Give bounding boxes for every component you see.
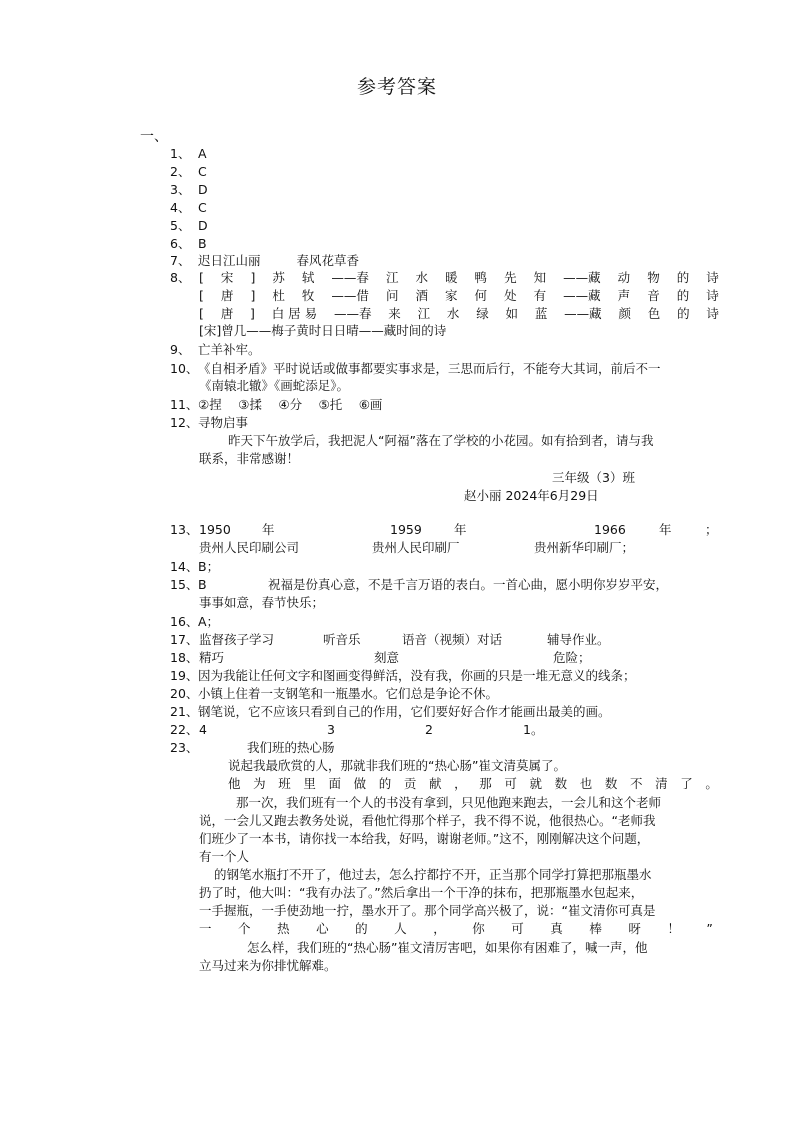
notice-class: 三年级（3）班 [552,470,635,485]
notice-body: 昨天下午放学后，我把泥人“阿福”落在了学校的小花园。如有拾到者，请与我 [228,433,654,448]
answer-number: 12、 [170,415,199,430]
answer-text: 危险； [553,650,591,665]
poem-cell: 的 [677,306,690,321]
essay-char: 他 [228,776,241,791]
essay-char: 那 [479,776,492,791]
page-title: 参考答案 [356,76,437,98]
essay-line: 说，一会儿又跑去教务处说，看他忙得那个样子，我不得不说，他很热心。“老师我 [199,813,656,828]
essay-char: 棒 [589,921,602,936]
answer-item-11 [170,397,382,413]
essay-line: 的钢笔水瓶打不开了，他过去，怎么拧都拧不开，正当那个同学打算把那瓶墨水 [214,867,652,882]
poem-cell: 有 [533,288,547,303]
essay-line: 立马过来为你排忧解难。 [199,958,337,973]
answer-item-9 [170,342,261,358]
essay-char: 不 [630,776,643,791]
answer-number: 17、 [170,632,199,647]
essay-char: 可 [504,776,517,791]
essay-char: 数 [554,776,568,791]
poem-cell: [ [199,306,204,321]
poem-cell: ] [250,288,256,303]
poem-cell: 牧 [301,288,315,303]
essay-line: 有一个人 [199,849,250,864]
answer-text: 3 [327,722,335,737]
essay-char: 你 [472,921,485,936]
answer-text: 祝福是份真心意，不是千言万语的表白。一首心曲，愿小明你岁岁平安， [268,577,669,592]
poem-cell: 来 [388,306,401,321]
answer-text: B [198,236,207,251]
answer-text: 《自相矛盾》平时说话或做事都要实事求是，三思而后行，不能夸大其词，前后不一 [198,361,661,376]
essay-char: 热 [277,921,290,936]
poem-row-last: [宋]曾几——梅子黄时日日晴——藏时间的诗 [199,323,447,338]
poem-cell: 唐 [220,288,234,303]
poem-cell: 如 [505,306,519,321]
essay-char: 。 [705,776,718,791]
essay-char: 呀 [628,921,641,936]
answer-text: B； [198,559,220,574]
answer-number: 1、 [170,146,191,161]
notice-signature: 赵小丽 2024年6月29日 [464,488,599,503]
answer-item [170,146,207,162]
essay-char: ， [454,776,467,791]
poem-cell: 音 [647,288,660,303]
section-heading: 一、 [140,129,168,145]
poem-cell: 唐 [220,306,234,321]
answer-text: 精巧 [199,650,225,665]
essay-char: 做 [353,776,367,791]
poem-row [199,270,719,286]
poem-cell: ——藏 [563,270,601,285]
poem-cell: 水 [415,270,428,285]
poem-cell: 的 [676,270,690,285]
answer-number: 7、 [170,253,191,268]
poem-cell: 诗 [706,288,719,303]
poem-cell: 轼 [301,270,315,285]
poem-cell: 水 [446,306,460,321]
poem-cell: [ [199,270,204,285]
poem-cell: 处 [504,288,517,303]
essay-line: 说起我最欣赏的人，那就非我们班的“热心肠”崔文清莫属了。 [228,758,566,773]
answer-number: 2、 [170,164,191,179]
answer-item-7 [170,253,359,269]
answer-item [170,218,208,234]
essay-char: 班 [278,776,291,791]
answer-text: 2 [425,722,433,737]
notice-heading: 寻物启事 [198,415,249,430]
essay-char: 清 [655,776,668,791]
essay-char: 心 [316,921,329,936]
poem-cell: 先 [504,270,517,285]
poem-cell: 问 [385,288,399,303]
answer-number: 8、 [170,270,191,285]
essay-char: 为 [253,776,266,791]
essay-line [228,776,718,792]
answer-text: 辅导作业。 [547,632,610,647]
essay-char: 可 [511,921,524,936]
poem-cell: 江 [385,270,399,285]
poem-cell: 家 [445,288,458,303]
poem-cell: 何 [474,288,488,303]
answer-text: C [198,200,207,215]
poem-cell: 颜 [618,306,631,321]
punct: ； [705,522,718,537]
poem-cell: 诗 [706,306,719,321]
year: 1959 [390,522,422,537]
answer-text: ②捏 ③揉 ④分 ⑤托 ⑥画 [198,397,383,412]
essay-char: 人 [394,921,407,936]
poem-cell: ——借 [331,288,369,303]
essay-char: 的 [355,921,368,936]
essay-char: 贡 [403,776,417,791]
answer-text: C [198,164,207,179]
essay-char: 也 [579,776,593,791]
year-unit: 年 [262,522,275,537]
answer-number: 16、 [170,614,199,629]
essay-char: 的 [378,776,392,791]
poem-cell: 宋 [220,270,234,285]
answer-number: 19、 [170,668,199,683]
answer-number: 14、 [170,559,199,574]
answer-text: 事事如意，春节快乐； [199,595,325,610]
essay-char: 个 [238,921,251,936]
essay-line [199,921,713,937]
answer-number: 5、 [170,218,191,233]
essay-char: 一 [199,921,212,936]
essay-char: 了 [680,776,693,791]
answer-item-16 [170,614,219,630]
answer-item-12 [170,415,248,431]
answer-text: 1。 [523,722,544,737]
answer-number: 20、 [170,686,199,701]
answer-text: 语音（视频）对话 [402,632,503,647]
essay-char: 就 [529,776,543,791]
essay-char: 里 [303,776,316,791]
answer-text: 亡羊补牢。 [198,342,261,357]
poem-cell: 杜 [272,288,285,303]
poem-cell: ——春 [331,270,369,285]
essay-char: ” [706,921,713,936]
year: 1966 [594,522,626,537]
essay-line: 那一次，我们班有一个人的书没有拿到，只见他跑来跑去，一会儿和这个老师 [236,795,662,810]
answer-number: 13、 [170,522,199,537]
poem-cell: 动 [617,270,631,285]
year-unit: 年 [454,522,467,537]
poem-cell: ——藏 [564,306,602,321]
essay-char: 数 [604,776,618,791]
answer-number: 10、 [170,361,199,376]
answer-text: A； [198,614,220,629]
answer-number: 4、 [170,200,191,215]
poem-cell: ——春 [333,306,372,321]
answer-item [170,200,207,216]
answer-number: 15、 [170,577,199,592]
answer-item [170,236,207,252]
company-name: 贵州人民印刷厂 [372,540,460,555]
answer-number: 9、 [170,342,191,357]
essay-char: 真 [550,921,563,936]
poem-cell: ] [250,270,256,285]
answer-text: 因为我能让任何文字和图画变得鲜活，没有我，你画的只是一堆无意义的线条； [198,668,636,683]
poem-cell: 物 [647,270,660,285]
essay-char: 献 [429,776,442,791]
answer-item-21 [170,704,611,720]
essay-char: ， [433,921,446,936]
year-unit: 年 [659,522,672,537]
year: 1950 [199,522,231,537]
poem-cell: 的 [676,288,690,303]
poem-cell: 鸭 [474,270,488,285]
answer-text: 4 [199,722,207,737]
poem-cell: 诗 [706,270,719,285]
poem-row [199,306,719,322]
poem-cell: 知 [533,270,547,285]
poem-cell: [ [199,288,204,303]
company-name: 贵州人民印刷公司 [199,540,300,555]
poem-cell: 江 [417,306,431,321]
answer-item [170,164,207,180]
essay-heading: 我们班的热心肠 [247,740,335,755]
poem-row [199,288,719,304]
poem-cell: 暖 [445,270,458,285]
answer-item-15 [170,577,207,593]
answer-text: 听音乐 [323,632,361,647]
answer-number: 6、 [170,236,191,251]
poem-cell: 酒 [415,288,428,303]
essay-char: 面 [328,776,342,791]
poem-line: 春风花草香 [296,253,360,268]
poem-cell: 蓝 [534,306,548,321]
answer-item-14 [170,559,219,575]
answer-text: 钢笔说，它不应该只看到自己的作用，它们要好好合作才能画出最美的画。 [198,704,611,719]
poem-cell: 绿 [476,306,489,321]
essay-line: 扔了时，他大叫：“我有办法了。”然后拿出一个干净的抹布，把那瓶墨水包起来， [199,885,644,900]
answer-number: 23、 [170,740,199,755]
poem-cell: 白 居 易 [271,306,318,321]
answer-item [170,182,208,198]
answer-text: 《南辕北辙》《画蛇添足》。 [199,378,350,393]
poem-cell: ——藏 [563,288,601,303]
answer-text: D [198,218,208,233]
answer-item-10 [170,361,661,377]
answer-number: 21、 [170,704,199,719]
answer-item-19 [170,668,636,684]
essay-char: ！ [667,921,680,936]
answer-item-20 [170,686,498,702]
notice-body: 联系，非常感谢！ [199,451,300,466]
answer-text: 监督孩子学习 [199,632,275,647]
poem-cell: 苏 [272,270,285,285]
answer-number: 22、 [170,722,199,737]
answer-text: 刻意 [374,650,400,665]
poem-cell: ] [250,306,255,321]
answer-text: 小镇上住着一支钢笔和一瓶墨水。它们总是争论不休。 [198,686,499,701]
essay-line: 们班少了一本书，请你找一本给我，好吗，谢谢老师。”这不，刚刚解决这个问题， [199,831,650,846]
answer-number: 3、 [170,182,191,197]
company-name: 贵州新华印刷厂； [534,540,635,555]
answer-number: 11、 [170,397,199,412]
essay-line: 怎么样，我们班的“热心肠”崔文清厉害吧，如果你有困难了，喊一声，他 [247,940,648,955]
answer-letter: B [198,577,207,592]
answer-text: A [198,146,207,161]
poem-line: 迟日江山丽 [198,253,261,268]
answer-number: 18、 [170,650,199,665]
poem-cell: 声 [617,288,631,303]
essay-line: 一手握瓶，一手使劲地一拧，墨水开了。那个同学高兴极了，说：“崔文清你可真是 [199,903,656,918]
poem-cell: 色 [647,306,661,321]
answer-text: D [198,182,208,197]
